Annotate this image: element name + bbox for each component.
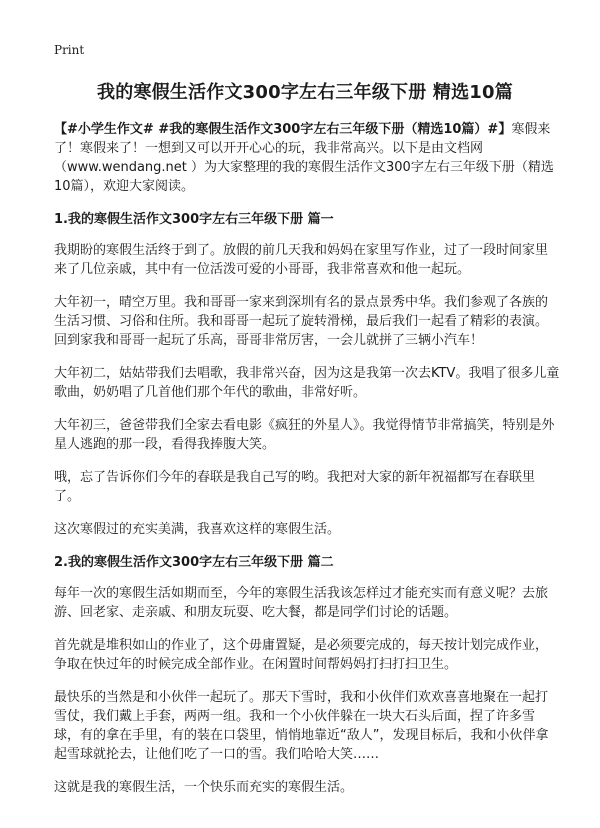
paragraph: 哦，忘了告诉你们今年的春联是我自己写的哟。我把对大家的新年祝福都写在春联里了。: [54, 470, 536, 504]
paragraph: 最快乐的当然是和小伙伴一起玩了。那天下雪时，我和小伙伴们欢欢喜喜地聚在一起打雪仗，我们戴上手套，两两一组。我和一个小伙伴躲在一块大石头后面，捏了许多雪球，有的拿在手里，有的装在口袋里，悄悄地靠近“敌人”，发现目标后，我和小伙伴拿起雪球就抡去，让他们吃了一口的雪。我们哈哈大笑……: [54, 690, 549, 762]
paragraph: 大年初一，晴空万里。我和哥哥一家来到深圳有名的景点景秀中华。我们参观了各族的生活习惯、习俗和住所。我和哥哥一起玩了旋转滑梯，最后我们一起看了精彩的表演。回到家我和哥哥一起玩了乐高，哥哥非常厉害，一会儿就拼了三辆小汽车！: [54, 295, 549, 348]
section-2: [54, 553, 560, 797]
paragraph: 我期盼的寒假生活终于到了。放假的前几天我和妈妈在家里写作业，过了一段时间家里来了几位亲戚，其中有一位活泼可爱的小哥哥，我非常喜欢和他一起玩。: [54, 243, 549, 277]
section-heading: 2.我的寒假生活作文300字左右三年级下册 篇二: [54, 555, 334, 570]
paragraph: 首先就是堆积如山的作业了，这个毋庸置疑，是必须要完成的，每天按计划完成作业，争取在快过年的时候完成全部作业。在闲置时间帮妈妈打扫打扫卫生。: [54, 638, 549, 672]
print-link[interactable]: Print: [54, 43, 85, 57]
intro-text: 寒假来了！寒假来了！一想到又可以开开心心的玩，我非常高兴。以下是由文档网（www.wendang.net ）为大家整理的我的寒假生活作文300字左右三年级下册（精选10篇），欢迎大家阅读。: [54, 122, 554, 194]
paragraph: 每年一次的寒假生活如期而至，今年的寒假生活我该怎样过才能充实而有意义呢？去旅游、回老家、走亲戚、和朋友玩耍、吃大餐，都是同学们讨论的话题。: [54, 586, 549, 620]
intro-paragraph: [54, 120, 560, 196]
paragraph: 这次寒假过的充实美满，我喜欢这样的寒假生活。: [54, 522, 341, 537]
section-heading: 1.我的寒假生活作文300字左右三年级下册 篇一: [54, 212, 334, 227]
paragraph: 大年初三，爸爸带我们全家去看电影《疯狂的外星人》。我觉得情节非常搞笑，特别是外星人逃跑的那一段，看得我捧腹大笑。: [54, 418, 555, 452]
article-body: [54, 120, 560, 811]
paragraph: 这就是我的寒假生活，一个快乐而充实的寒假生活。: [54, 780, 354, 795]
intro-tag: 【#小学生作文# #我的寒假生活作文300字左右三年级下册（精选10篇）#】: [54, 122, 512, 137]
paragraph: 大年初二，姑姑带我们去唱歌，我非常兴奋，因为这是我第一次去KTV。我唱了很多儿童歌曲，奶奶唱了几首他们那个年代的歌曲，非常好听。: [54, 366, 560, 400]
page-title: 我的寒假生活作文300字左右三年级下册 精选10篇: [97, 82, 513, 103]
section-1: [54, 210, 560, 539]
